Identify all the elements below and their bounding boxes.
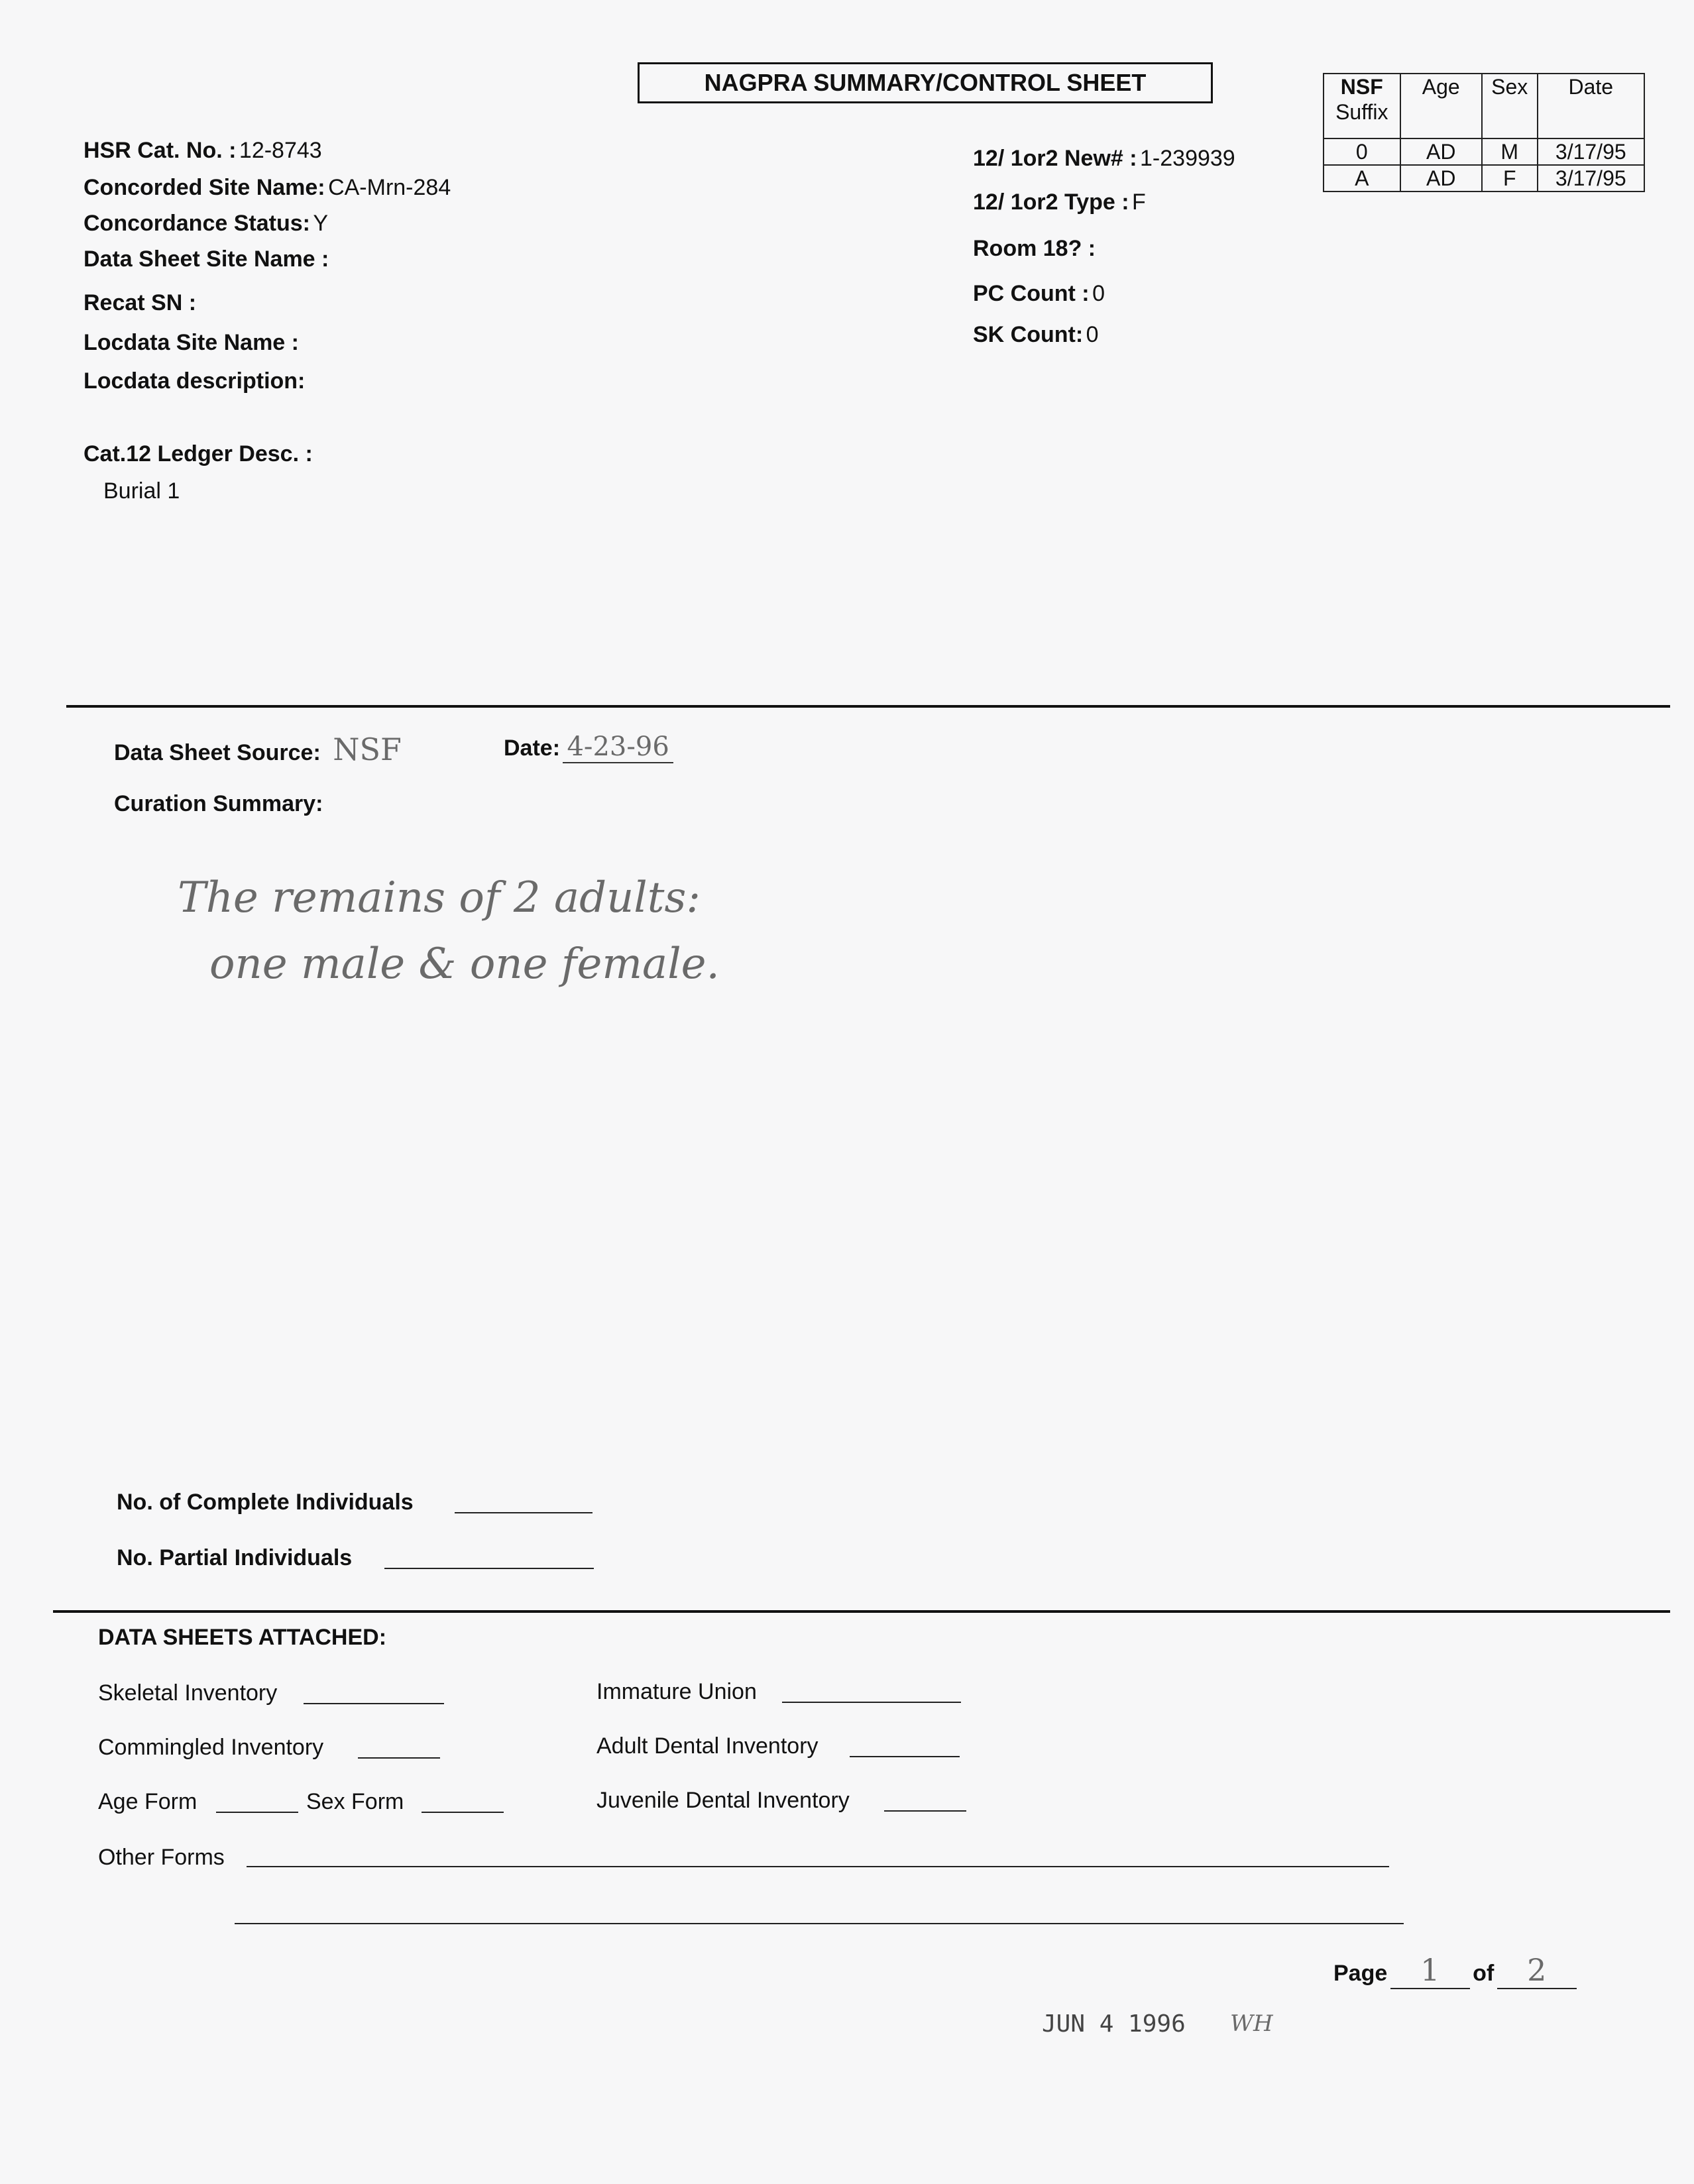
other-forms-blank-1[interactable] bbox=[247, 1866, 1389, 1867]
header-nsf-line2: Suffix bbox=[1335, 100, 1388, 124]
other-forms-blank-2[interactable] bbox=[235, 1923, 1404, 1924]
data-sheet-date-field bbox=[504, 732, 673, 762]
new-number-field bbox=[973, 146, 1235, 172]
curation-handwriting-line-2: one male & one female. bbox=[209, 940, 720, 989]
commingled-inventory-blank[interactable] bbox=[358, 1757, 440, 1759]
field-value: 1-239939 bbox=[1140, 146, 1235, 171]
cell-date: 3/17/95 bbox=[1538, 165, 1644, 191]
page-current-value: 1 bbox=[1390, 1952, 1470, 1989]
hsr-cat-no-field bbox=[84, 138, 322, 164]
field-value: 0 bbox=[1086, 322, 1099, 347]
other-forms-label: Other Forms bbox=[98, 1845, 225, 1870]
cell-age: AD bbox=[1400, 165, 1482, 191]
page-total-value: 2 bbox=[1497, 1952, 1577, 1989]
field-label: Locdata description: bbox=[84, 368, 306, 394]
field-label: 12/ 1or2 Type : bbox=[973, 190, 1129, 215]
form-title: NAGPRA SUMMARY/CONTROL SHEET bbox=[638, 62, 1213, 103]
concordance-status-field bbox=[84, 211, 328, 237]
complete-individuals-label: No. of Complete Individuals bbox=[117, 1490, 414, 1515]
ledger-desc-value: Burial 1 bbox=[103, 478, 180, 504]
sex-form-label: Sex Form bbox=[306, 1789, 404, 1814]
section-divider bbox=[53, 1610, 1670, 1613]
skeletal-inventory-label: Skeletal Inventory bbox=[98, 1680, 278, 1706]
header-sex: Sex bbox=[1482, 74, 1538, 138]
cell-sex: M bbox=[1482, 138, 1538, 165]
field-value: 12-8743 bbox=[239, 138, 322, 163]
adult-dental-inventory-label: Adult Dental Inventory bbox=[596, 1733, 819, 1759]
curation-summary-label: Curation Summary: bbox=[114, 791, 323, 816]
age-form-blank[interactable] bbox=[216, 1812, 298, 1813]
page-of-label: of bbox=[1473, 1961, 1495, 1986]
received-date-stamp: JUN 4 1996 bbox=[1042, 2010, 1186, 2038]
table-row bbox=[1324, 138, 1644, 165]
partial-individuals-label: No. Partial Individuals bbox=[117, 1545, 353, 1570]
recat-sn-field bbox=[84, 290, 196, 316]
field-label: SK Count: bbox=[973, 322, 1084, 347]
field-label: Recat SN : bbox=[84, 290, 197, 315]
table-header-row bbox=[1324, 74, 1644, 138]
room-18-field bbox=[973, 236, 1096, 262]
stamp-initials: WH bbox=[1230, 2010, 1273, 2037]
field-label: Date: bbox=[504, 736, 561, 761]
type-field bbox=[973, 190, 1146, 215]
section-divider bbox=[66, 705, 1670, 708]
juvenile-dental-inventory-label: Juvenile Dental Inventory bbox=[596, 1788, 850, 1813]
adult-dental-inventory-blank[interactable] bbox=[850, 1756, 960, 1757]
nsf-suffix-table bbox=[1323, 73, 1645, 192]
sk-count-field bbox=[973, 322, 1099, 348]
ledger-desc-label: Cat.12 Ledger Desc. : bbox=[84, 441, 313, 466]
locdata-site-name-field bbox=[84, 330, 299, 356]
field-label: Concorded Site Name: bbox=[84, 175, 325, 200]
field-value: 0 bbox=[1092, 281, 1105, 306]
field-label: HSR Cat. No. : bbox=[84, 138, 237, 163]
immature-union-label: Immature Union bbox=[596, 1679, 757, 1704]
field-label: Data Sheet Site Name : bbox=[84, 246, 329, 272]
header-nsf-suffix bbox=[1324, 74, 1400, 138]
data-sheet-site-name-field bbox=[84, 246, 329, 272]
field-value: CA-Mrn-284 bbox=[328, 175, 451, 200]
field-label: Locdata Site Name : bbox=[84, 330, 299, 355]
juvenile-dental-inventory-blank[interactable] bbox=[884, 1810, 966, 1812]
commingled-inventory-label: Commingled Inventory bbox=[98, 1735, 324, 1760]
table-row bbox=[1324, 165, 1644, 191]
field-label: 12/ 1or2 New# : bbox=[973, 146, 1137, 171]
curation-handwriting-line-1: The remains of 2 adults: bbox=[178, 873, 701, 922]
date-handwritten-value: 4-23-96 bbox=[563, 732, 673, 763]
header-age: Age bbox=[1400, 74, 1482, 138]
cell-age: AD bbox=[1400, 138, 1482, 165]
cell-sex: F bbox=[1482, 165, 1538, 191]
complete-individuals-blank[interactable] bbox=[455, 1512, 593, 1513]
field-label: PC Count : bbox=[973, 281, 1090, 306]
field-label: Concordance Status: bbox=[84, 211, 310, 236]
pc-count-field bbox=[973, 281, 1105, 307]
page-label: Page bbox=[1333, 1961, 1388, 1986]
age-form-label: Age Form bbox=[98, 1789, 198, 1814]
field-label: Data Sheet Source: bbox=[114, 740, 321, 765]
data-sheet-source-field bbox=[114, 732, 402, 767]
partial-individuals-blank[interactable] bbox=[384, 1568, 594, 1569]
cell-suffix: A bbox=[1324, 165, 1400, 191]
concorded-site-name-field bbox=[84, 175, 451, 201]
header-date: Date bbox=[1538, 74, 1644, 138]
field-value: Y bbox=[313, 211, 329, 236]
data-sheets-attached-heading: DATA SHEETS ATTACHED: bbox=[98, 1625, 387, 1650]
header-nsf-line1: NSF bbox=[1340, 75, 1383, 99]
cell-suffix: 0 bbox=[1324, 138, 1400, 165]
source-handwritten-value: NSF bbox=[333, 732, 402, 767]
field-label: Room 18? : bbox=[973, 236, 1096, 261]
sex-form-blank[interactable] bbox=[422, 1812, 504, 1813]
skeletal-inventory-blank[interactable] bbox=[304, 1703, 444, 1704]
field-value: F bbox=[1132, 190, 1146, 215]
cell-date: 3/17/95 bbox=[1538, 138, 1644, 165]
locdata-description-field bbox=[84, 368, 305, 394]
page-counter bbox=[1333, 1952, 1577, 1989]
immature-union-blank[interactable] bbox=[782, 1702, 961, 1703]
